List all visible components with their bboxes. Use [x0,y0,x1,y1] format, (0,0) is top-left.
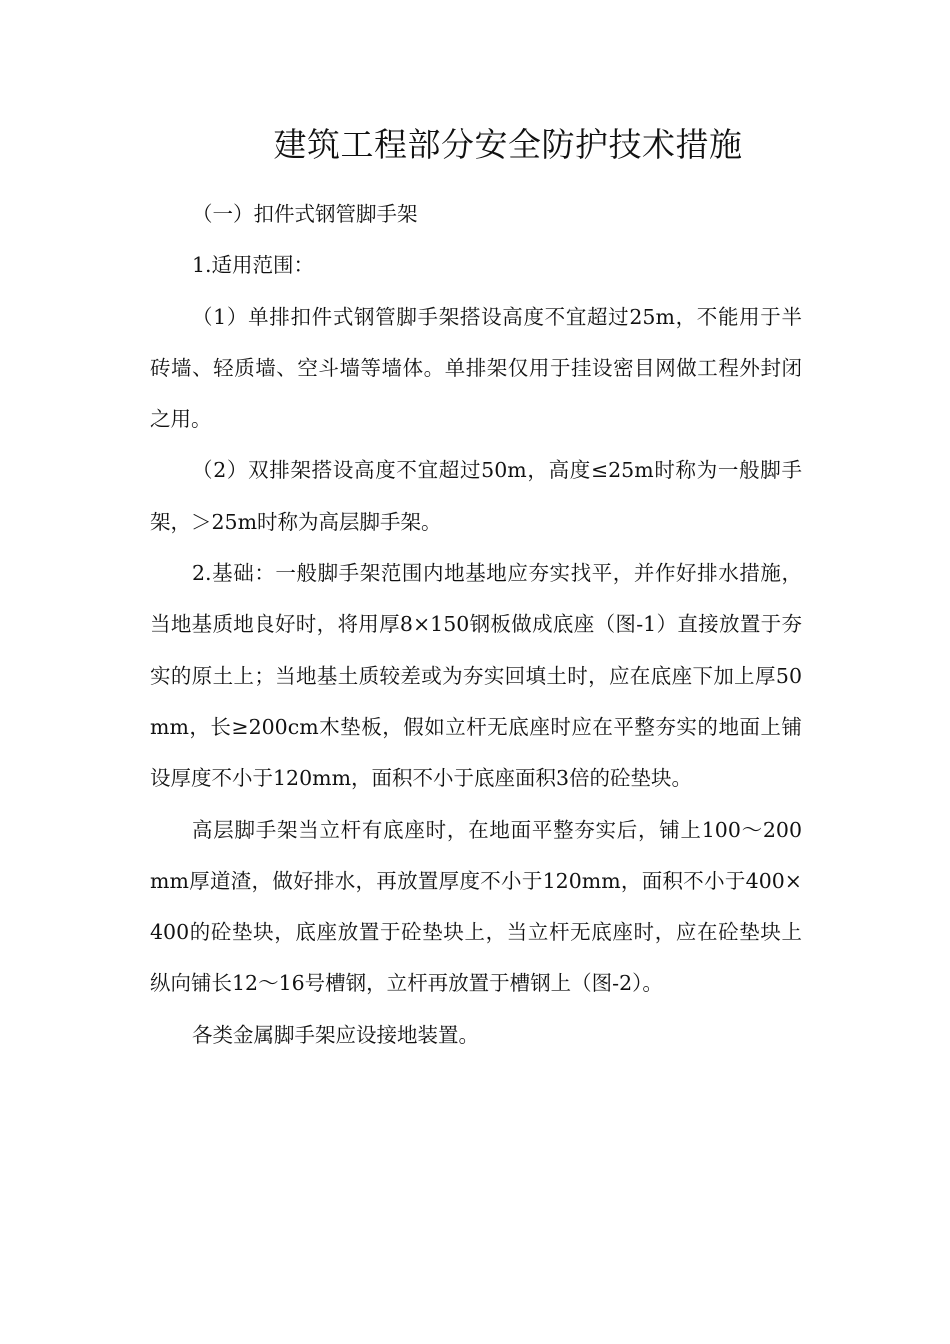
paragraph-high-rise-scaffold: 高层脚手架当立杆有底座时，在地面平整夯实后，铺上100～200mm厚道渣，做好排水，再放置厚度不小于120mm，面积不小于400×400的砼垫块，底座放置于砼垫块上，当立杆无底座时，应在砼垫块上纵向铺长12～16号槽钢，立杆再放置于槽钢上（图-2）。 [150,817,802,996]
subheading-scope: 1.适用范围： [192,253,315,278]
paragraph-single-row-scaffold: （1）单排扣件式钢管脚手架搭设高度不宜超过25m，不能用于半砖墙、轻质墙、空斗墙等墙体。单排架仅用于挂设密目网做工程外封闭之用。 [150,304,802,432]
document-title: 建筑工程部分安全防护技术措施 [273,125,743,164]
document-body [150,189,802,1061]
section-heading-scaffold: （一）扣件式钢管脚手架 [192,202,418,226]
paragraph-foundation: 2.基础：一般脚手架范围内地基地应夯实找平，并作好排水措施，当地基质地良好时，将用厚8×150钢板做成底座（图-1）直接放置于夯实的原土上；当地基土质较差或为夯实回填土时，应在底座下加上厚50mm，长≥200cm木垫板，假如立杆无底座时应在平整夯实的地面上铺设厚度不小于120mm，面积不小于底座面积3倍的砼垫块。 [150,561,802,791]
paragraph-double-row-scaffold: （2）双排架搭设高度不宜超过50m，高度≤25m时称为一般脚手架，＞25m时称为高层脚手架。 [150,458,802,534]
paragraph-grounding: 各类金属脚手架应设接地装置。 [192,1022,479,1047]
